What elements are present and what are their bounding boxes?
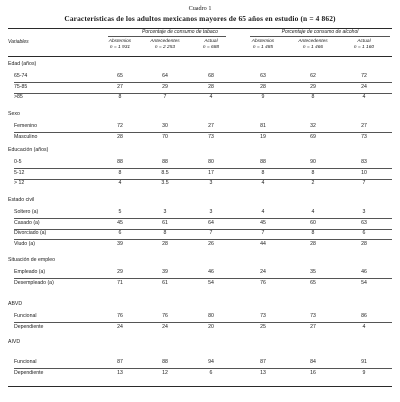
row-divider xyxy=(14,168,392,169)
tobacco-group-rule xyxy=(108,36,226,37)
table-cell: 46 xyxy=(361,269,367,275)
row-label: Soltero (a) xyxy=(14,209,39,215)
table-cell: 5 xyxy=(118,209,122,215)
section-title: AIVD xyxy=(8,339,21,345)
table-cell: 88 xyxy=(162,159,168,165)
table-cell: 32 xyxy=(310,123,316,129)
section-title: Estado civil xyxy=(8,197,35,203)
table-cell: 73 xyxy=(260,313,266,319)
column-header-n: n = 688 xyxy=(202,44,220,50)
table-cell: 7 xyxy=(261,230,265,237)
section-title: Situación de empleo xyxy=(8,257,56,263)
table-cell: 45 xyxy=(117,219,123,226)
table-cell: 3 xyxy=(209,180,213,187)
table-cell: 83 xyxy=(361,159,367,165)
table-cell: 28 xyxy=(260,83,266,90)
table-cell: 3 xyxy=(362,209,366,215)
column-header-n: n = 1 466 xyxy=(302,44,324,50)
table-cell: 28 xyxy=(310,240,316,247)
table-cell: 73 xyxy=(208,133,214,140)
section-title: Edad (años) xyxy=(8,61,37,67)
row-label: 0-5 xyxy=(14,159,22,165)
table-cell: 27 xyxy=(208,123,214,129)
table-cell: 4 xyxy=(362,94,366,101)
table-cell: 64 xyxy=(208,219,214,226)
table-cell: 8 xyxy=(118,169,122,176)
table-cell: 87 xyxy=(260,359,266,365)
section-title: ABVD xyxy=(8,301,23,307)
table-cell: 27 xyxy=(361,123,367,129)
row-divider xyxy=(14,179,392,180)
table-cell: 3.5 xyxy=(161,180,169,187)
table-cell: 76 xyxy=(260,279,266,286)
table-cell: 84 xyxy=(310,359,316,365)
table-cell: 61 xyxy=(162,279,168,286)
row-divider xyxy=(14,132,392,133)
table-cell: 65 xyxy=(310,279,316,286)
table-cell: 62 xyxy=(310,73,316,79)
table-cell: 94 xyxy=(208,359,214,365)
column-header xyxy=(344,39,384,50)
table-cell: 76 xyxy=(117,313,123,319)
alcohol-group-rule xyxy=(250,36,390,37)
row-divider xyxy=(14,368,392,369)
column-header-n: n = 2 253 xyxy=(154,44,176,50)
section-title: Educación (años) xyxy=(8,147,49,153)
table-cell: 90 xyxy=(310,159,316,165)
table-cell: 24 xyxy=(361,83,367,90)
table-cell: 63 xyxy=(361,219,367,226)
table-cell: 8 xyxy=(311,230,315,237)
table-cell: 87 xyxy=(117,359,123,365)
table-cell: 13 xyxy=(117,369,123,376)
table-cell: 7 xyxy=(209,230,213,237)
table-cell: 8 xyxy=(261,169,265,176)
table-cell: 9 xyxy=(261,94,265,101)
row-label: Divorciado (a) xyxy=(14,230,47,237)
table-cell: 81 xyxy=(260,123,266,129)
header-rule xyxy=(8,56,392,57)
table-cell: 54 xyxy=(208,279,214,286)
table-cell: 20 xyxy=(208,323,214,330)
table-cell: 29 xyxy=(310,83,316,90)
alcohol-group-header: Porcentaje de consumo de alcohol xyxy=(281,29,359,35)
table-cell: 72 xyxy=(361,73,367,79)
row-divider xyxy=(14,239,392,240)
column-header-label: Actual xyxy=(357,39,371,44)
column-header-label: Abstemios xyxy=(251,39,275,44)
table-cell: 39 xyxy=(117,240,123,247)
table-cell: 61 xyxy=(162,219,168,226)
table-cell: 24 xyxy=(260,269,266,275)
table-cell: 7 xyxy=(362,180,366,187)
row-label: 75-85 xyxy=(14,83,28,90)
table-cell: 63 xyxy=(260,73,266,79)
column-header-n: n = 1 160 xyxy=(353,44,375,50)
table-cell: 45 xyxy=(260,219,266,226)
row-label: Funcional xyxy=(14,359,37,365)
variable-header: Variables xyxy=(8,39,29,45)
column-header-n: n = 1 485 xyxy=(252,44,274,50)
table-cell: 24 xyxy=(117,323,123,330)
row-label: 65-74 xyxy=(14,73,28,79)
table-cell: 73 xyxy=(310,313,316,319)
column-header xyxy=(293,39,333,50)
table-cell: 4 xyxy=(362,323,366,330)
table-cell: 29 xyxy=(117,269,123,275)
table-cell: 7 xyxy=(163,94,167,101)
row-label: Femenino xyxy=(14,123,38,129)
table-cell: 28 xyxy=(208,83,214,90)
table-cell: 28 xyxy=(162,240,168,247)
table-cell: 3 xyxy=(163,209,167,215)
table-cell: 88 xyxy=(260,159,266,165)
table-cell: 19 xyxy=(260,133,266,140)
column-header xyxy=(145,39,185,50)
row-label: Viudo (a) xyxy=(14,240,35,247)
table-cell: 60 xyxy=(310,219,316,226)
table-cell: 16 xyxy=(310,369,316,376)
table-cell: 91 xyxy=(361,359,367,365)
table-cell: 2 xyxy=(311,180,315,187)
table-cell: 30 xyxy=(162,123,168,129)
table-cell: 8 xyxy=(163,230,167,237)
table-cell: 73 xyxy=(361,133,367,140)
table-cell: 86 xyxy=(361,313,367,319)
row-label: Funcional xyxy=(14,313,37,319)
row-label: > 12 xyxy=(14,180,25,187)
table-cell: 54 xyxy=(361,279,367,286)
table-cell: 65 xyxy=(117,73,123,79)
table-cell: 29 xyxy=(162,83,168,90)
table-cell: 35 xyxy=(310,269,316,275)
row-divider xyxy=(14,218,392,219)
tobacco-group-header: Porcentaje de consumo de tabaco xyxy=(142,29,218,35)
table-cell: 3 xyxy=(209,209,213,215)
row-divider xyxy=(14,278,392,279)
table-cell: 71 xyxy=(117,279,123,286)
row-label: >85 xyxy=(14,94,23,101)
table-cell: 64 xyxy=(162,73,168,79)
table-cell: 24 xyxy=(162,323,168,330)
table-caption: Características de los adultos mexicanos mayores de 65 años en estudio (n = 4 862) xyxy=(64,14,336,23)
column-header-label: Abstemios xyxy=(108,39,132,44)
row-label: Desempleado (a) xyxy=(14,279,54,286)
table-cell: 39 xyxy=(162,269,168,275)
table-cell: 76 xyxy=(162,313,168,319)
table-cell: 8 xyxy=(118,94,122,101)
table-cell: 69 xyxy=(310,133,316,140)
table-cell: 8.5 xyxy=(161,169,169,176)
column-header-label: Antecedentes xyxy=(298,39,328,44)
row-label: 5-12 xyxy=(14,169,25,176)
table-cell: 80 xyxy=(208,313,214,319)
row-label: Dependiente xyxy=(14,369,44,376)
table-cell: 46 xyxy=(208,269,214,275)
table-cell: 9 xyxy=(362,369,366,376)
table-cell: 4 xyxy=(118,180,122,187)
table-cell: 6 xyxy=(362,230,366,237)
table-cell: 80 xyxy=(208,159,214,165)
table-cell: 4 xyxy=(311,209,315,215)
row-label: Casado (a) xyxy=(14,219,40,226)
row-label: Masculino xyxy=(14,133,38,140)
table-cell: 13 xyxy=(260,369,266,376)
column-header xyxy=(243,39,283,50)
table-cell: 8 xyxy=(311,94,315,101)
section-title: Sexo xyxy=(8,111,20,117)
row-label: Empleado (a) xyxy=(14,269,46,275)
table-title xyxy=(0,5,400,23)
bottom-rule xyxy=(8,386,392,387)
table-cell: 88 xyxy=(117,159,123,165)
table-cell: 25 xyxy=(260,323,266,330)
table-cell: 70 xyxy=(162,133,168,140)
table-number: Cuadro 1 xyxy=(188,5,212,12)
row-divider xyxy=(14,93,392,94)
table-cell: 88 xyxy=(162,359,168,365)
table-cell: 10 xyxy=(361,169,367,176)
row-divider xyxy=(14,82,392,83)
table-cell: 4 xyxy=(261,180,265,187)
table-cell: 28 xyxy=(117,133,123,140)
column-header-n: n = 1 931 xyxy=(109,44,131,50)
table-cell: 28 xyxy=(361,240,367,247)
table-cell: 26 xyxy=(208,240,214,247)
row-divider xyxy=(14,229,392,230)
table-cell: 27 xyxy=(117,83,123,90)
table-cell: 68 xyxy=(208,73,214,79)
table-cell: 8 xyxy=(311,169,315,176)
table-cell: 4 xyxy=(261,209,265,215)
table-cell: 6 xyxy=(209,369,213,376)
row-divider xyxy=(14,322,392,323)
table-cell: 27 xyxy=(310,323,316,330)
table-cell: 72 xyxy=(117,123,123,129)
column-header-label: Antecedentes xyxy=(150,39,180,44)
column-header-label: Actual xyxy=(204,39,218,44)
table-cell: 17 xyxy=(208,169,214,176)
table-cell: 4 xyxy=(209,94,213,101)
column-header xyxy=(191,39,231,50)
row-label: Dependiente xyxy=(14,323,44,330)
column-header xyxy=(100,39,140,50)
table-cell: 6 xyxy=(118,230,122,237)
table-cell: 44 xyxy=(260,240,266,247)
table-cell: 12 xyxy=(162,369,168,376)
